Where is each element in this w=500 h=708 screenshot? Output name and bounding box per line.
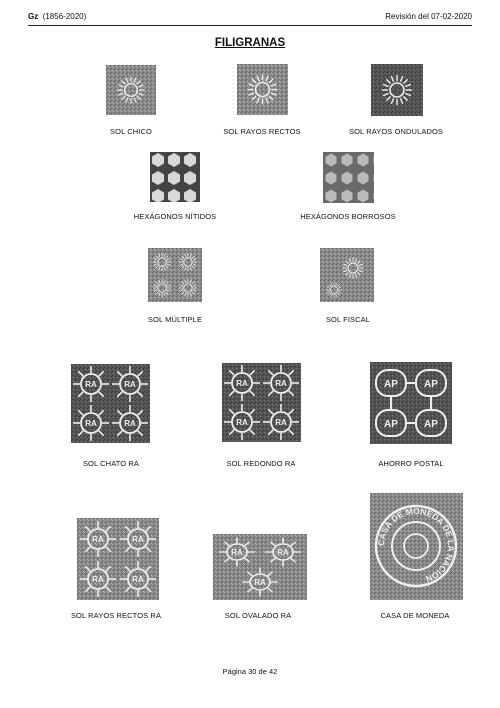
page-title: FILIGRANAS bbox=[214, 37, 286, 49]
svg-text:RA: RA bbox=[132, 535, 144, 544]
ra-mark: RA bbox=[85, 380, 97, 389]
caption-casa-de-moneda: CASA DE MONEDA bbox=[380, 611, 450, 620]
svg-text:RA: RA bbox=[254, 578, 266, 587]
svg-text:RA: RA bbox=[275, 379, 287, 388]
watermark-sol-rayos-ondulados-image bbox=[371, 64, 423, 116]
watermark-sol-fiscal-image bbox=[320, 248, 374, 302]
watermark-sol-redondo-ra-image bbox=[222, 363, 301, 442]
caption-sol-chato-ra: SOL CHATO RA bbox=[82, 459, 140, 468]
ap-mark: AP bbox=[384, 379, 398, 390]
page-number: Página 30 de 42 bbox=[222, 667, 278, 676]
watermark-sol-rayos-rectos-ra-image bbox=[77, 518, 159, 600]
svg-text:RA: RA bbox=[85, 419, 97, 428]
svg-text:AP: AP bbox=[384, 419, 398, 430]
watermark-sol-chato-ra-image bbox=[71, 364, 150, 443]
caption-sol-rayos-rectos: SOL RAYOS RECTOS bbox=[223, 127, 301, 136]
svg-text:RA: RA bbox=[277, 548, 289, 557]
svg-text:RA: RA bbox=[236, 379, 248, 388]
svg-text:RA: RA bbox=[92, 575, 104, 584]
watermark-sol-multiple-image bbox=[148, 248, 202, 302]
svg-text:RA: RA bbox=[124, 380, 136, 389]
caption-sol-fiscal: SOL FISCAL bbox=[325, 315, 371, 324]
watermark-sol-ovalado-ra-image bbox=[213, 534, 307, 600]
caption-ahorro-postal: AHORRO POSTAL bbox=[378, 459, 444, 468]
watermark-sol-chico-image bbox=[106, 65, 156, 115]
svg-text:RA: RA bbox=[275, 418, 287, 427]
svg-text:RA: RA bbox=[92, 535, 104, 544]
caption-sol-ovalado-ra: SOL OVALADO RA bbox=[224, 611, 292, 620]
caption-hexagonos-nitidos: HEXÁGONOS NÍTIDOS bbox=[133, 212, 217, 221]
casa-ring-text: CASA DE MONEDA DE LA NACION bbox=[375, 505, 457, 585]
header-code-label: Gz bbox=[28, 12, 39, 21]
caption-sol-rayos-rectos-ra: SOL RAYOS RECTOS RA bbox=[70, 611, 162, 620]
header-divider bbox=[28, 25, 472, 26]
header-revision: Revisión del 07-02-2020 bbox=[385, 12, 472, 21]
caption-sol-multiple: SOL MÚLTIPLE bbox=[147, 315, 203, 324]
svg-text:RA: RA bbox=[231, 548, 243, 557]
header-code bbox=[28, 12, 86, 21]
svg-text:RA: RA bbox=[124, 419, 136, 428]
svg-text:RA: RA bbox=[132, 575, 144, 584]
header-years: (1856-2020) bbox=[42, 12, 87, 21]
svg-text:RA: RA bbox=[236, 418, 248, 427]
caption-sol-chico: SOL CHICO bbox=[110, 127, 152, 136]
watermark-casa-de-moneda-image bbox=[370, 493, 463, 600]
svg-text:AP: AP bbox=[424, 379, 438, 390]
watermark-hexagonos-borrosos-image bbox=[323, 152, 374, 203]
watermark-hexagonos-nitidos-image bbox=[150, 152, 200, 202]
caption-sol-redondo-ra: SOL REDONDO RA bbox=[226, 459, 296, 468]
caption-hexagonos-borrosos: HEXÁGONOS BORROSOS bbox=[300, 212, 396, 221]
svg-text:AP: AP bbox=[424, 419, 438, 430]
watermark-ahorro-postal-image bbox=[370, 362, 452, 444]
watermark-sol-rayos-rectos-image bbox=[237, 64, 288, 115]
caption-sol-rayos-ondulados: SOL RAYOS ONDULADOS bbox=[348, 127, 443, 136]
